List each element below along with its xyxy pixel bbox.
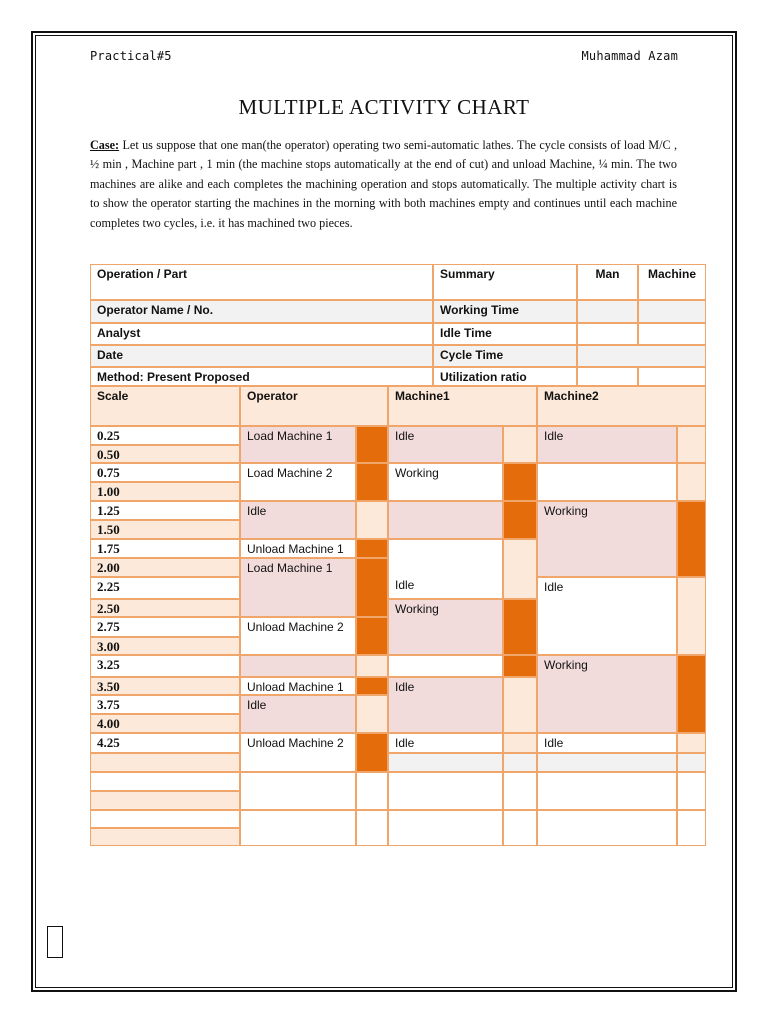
author-name: Muhammad Azam: [581, 49, 678, 63]
scale-cell: 0.75: [90, 463, 240, 482]
utilization-ratio-label: Utilization ratio: [433, 367, 577, 386]
empty-scale-cell: [90, 828, 240, 846]
machine1-bar: [503, 539, 537, 599]
machine-value: [638, 367, 706, 386]
machine2-activity: [537, 753, 677, 772]
operator-bar: [356, 733, 388, 772]
empty-scale-cell: [90, 772, 240, 791]
machine2-activity: Idle: [537, 733, 677, 753]
man-value: [577, 323, 638, 345]
operator-name-cell: Operator Name / No.: [90, 300, 433, 323]
operator-bar: [356, 655, 388, 677]
operator-bar: [356, 558, 388, 617]
machine-value: [638, 323, 706, 345]
scale-cell: 2.75: [90, 617, 240, 637]
empty-cell: [388, 772, 503, 810]
practical-number: Practical#5: [90, 49, 172, 63]
empty-cell: [356, 810, 388, 846]
scale-cell: 4.00: [90, 714, 240, 733]
operator-bar: [356, 463, 388, 501]
scale-cell: 1.75: [90, 539, 240, 558]
empty-cell: [240, 772, 356, 810]
working-time-label: Working Time: [433, 300, 577, 323]
machine2-bar: [677, 753, 706, 772]
scale-cell: 0.25: [90, 426, 240, 445]
machine-value: [638, 300, 706, 323]
machine1-activity: [388, 501, 503, 539]
machine2-bar: [677, 655, 706, 733]
machine1-bar: [503, 733, 537, 753]
machine1-bar: [503, 426, 537, 463]
machine1-bar: [503, 501, 537, 539]
operator-activity: Idle: [240, 695, 356, 733]
machine1-activity: Idle: [388, 539, 503, 599]
machine1-heading: Machine1: [388, 386, 537, 426]
operator-bar: [356, 501, 388, 539]
operator-bar: [356, 617, 388, 655]
machine1-activity: Idle: [388, 677, 503, 733]
operator-bar: [356, 539, 388, 558]
machine2-bar: [677, 501, 706, 577]
empty-cell: [677, 772, 706, 810]
scale-cell: 3.00: [90, 637, 240, 655]
machine1-activity: [388, 655, 503, 677]
cycle-time-value: [577, 345, 706, 367]
operator-activity: Load Machine 1: [240, 426, 356, 463]
operator-activity: Unload Machine 2: [240, 733, 356, 772]
operation-part-cell: Operation / Part: [90, 264, 433, 300]
analyst-cell: Analyst: [90, 323, 433, 345]
machine2-bar: [677, 733, 706, 753]
machine1-activity: Working: [388, 599, 503, 655]
empty-cell: [388, 810, 503, 846]
case-text: Let us suppose that one man(the operator) operating two semi-automatic lathes. The cycle consists of load M/C , ½ min , Machine part , 1 min (the machine stops automatically at the end of cut) and unload Machine, ¼ min. The two machines are alike and each completes the machining operation and stops automatically. The multiple activity chart is to show the operator starting the machines in the morning with both machines empty and continues until each machine completes two cycles, i.e. it has machined two pieces.: [90, 138, 678, 230]
scale-cell: 1.50: [90, 520, 240, 539]
text-cursor-box: [47, 926, 63, 958]
machine2-activity: Idle: [537, 426, 677, 463]
method-cell: Method: Present Proposed: [90, 367, 433, 386]
machine1-bar: [503, 599, 537, 655]
operator-bar: [356, 695, 388, 733]
machine1-activity: Idle: [388, 733, 503, 753]
scale-heading: Scale: [90, 386, 240, 426]
machine1-activity: [388, 753, 503, 772]
scale-cell-empty: [90, 753, 240, 772]
scale-cell: 2.50: [90, 599, 240, 617]
page-title: MULTIPLE ACTIVITY CHART: [238, 95, 530, 119]
machine2-activity: Working: [537, 501, 677, 577]
empty-cell: [677, 810, 706, 846]
empty-cell: [240, 810, 356, 846]
machine1-activity: Working: [388, 463, 503, 501]
operator-activity: Idle: [240, 501, 356, 539]
operator-heading: Operator: [240, 386, 388, 426]
date-cell: Date: [90, 345, 433, 367]
scale-cell: 1.25: [90, 501, 240, 520]
scale-cell: 0.50: [90, 445, 240, 463]
cycle-time-label: Cycle Time: [433, 345, 577, 367]
idle-time-label: Idle Time: [433, 323, 577, 345]
operator-activity: [240, 655, 356, 677]
empty-cell: [537, 772, 677, 810]
machine1-bar: [503, 677, 537, 733]
machine1-bar: [503, 753, 537, 772]
operator-bar: [356, 426, 388, 463]
empty-scale-cell: [90, 791, 240, 810]
operator-activity: Load Machine 2: [240, 463, 356, 501]
scale-cell: 3.75: [90, 695, 240, 714]
scale-cell: 2.00: [90, 558, 240, 577]
machine2-bar: [677, 426, 706, 463]
machine2-bar: [677, 463, 706, 501]
empty-cell: [537, 810, 677, 846]
operator-activity: Unload Machine 1: [240, 539, 356, 558]
machine2-bar: [677, 577, 706, 655]
scale-cell: 4.25: [90, 733, 240, 753]
machine-heading: Machine: [638, 264, 706, 300]
man-value: [577, 300, 638, 323]
operator-bar: [356, 677, 388, 695]
man-heading: Man: [577, 264, 638, 300]
scale-cell: 2.25: [90, 577, 240, 599]
machine2-activity: [537, 463, 677, 501]
machine1-bar: [503, 655, 537, 677]
scale-cell: 3.50: [90, 677, 240, 695]
empty-scale-cell: [90, 810, 240, 828]
machine2-activity: Working: [537, 655, 677, 733]
empty-cell: [503, 810, 537, 846]
scale-cell: 1.00: [90, 482, 240, 501]
machine2-heading: Machine2: [537, 386, 706, 426]
machine1-activity: Idle: [388, 426, 503, 463]
machine1-bar: [503, 463, 537, 501]
empty-cell: [356, 772, 388, 810]
summary-heading: Summary: [433, 264, 577, 300]
operator-activity: Unload Machine 1: [240, 677, 356, 695]
man-value: [577, 367, 638, 386]
empty-cell: [503, 772, 537, 810]
operator-activity: Load Machine 1: [240, 558, 356, 617]
case-label: Case:: [90, 138, 120, 152]
operator-activity: Unload Machine 2: [240, 617, 356, 655]
scale-cell: 3.25: [90, 655, 240, 677]
machine2-activity: Idle: [537, 577, 677, 655]
